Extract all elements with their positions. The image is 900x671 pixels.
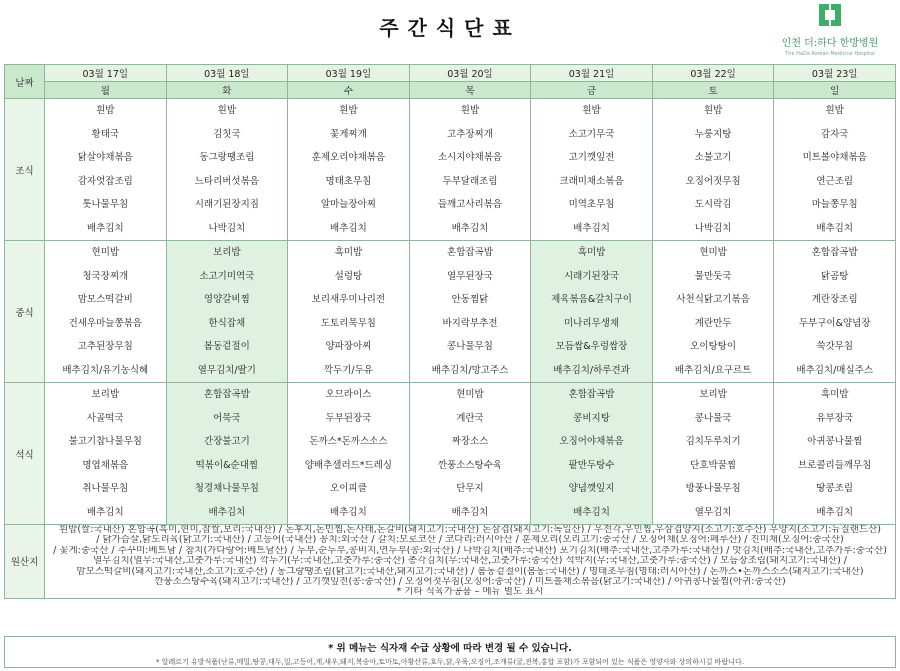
menu-item: 열무김치/딸기 (197, 364, 256, 376)
menu-item: 오므라이스 (325, 389, 372, 400)
menu-item: 취나물무침 (82, 483, 129, 494)
weekday-cell: 토 (652, 82, 774, 99)
origin-line: / 꽃게:중국산 / 주꾸미:베트남 / 참치(가다랑어:베트남산) / 두부,순두부,콩비지,연두부(콩:외국산) / 나박김치(배추:국내산) 포기김치(배추:국내산,고추가루:국내산) / 맛김치(배추:국내산,고추가루:중국산) (53, 545, 887, 556)
menu-item: 보리밥 (91, 389, 120, 400)
weekday-cell: 목 (409, 82, 531, 99)
menu-item: 동그랑땡조림 (199, 152, 255, 163)
menu-item: 마늘쫑무침 (811, 199, 858, 210)
menu-item: 단무지 (456, 483, 484, 494)
menu-item: 시래기된장지짐 (194, 199, 259, 210)
menu-item: 혼합잡곡밥 (447, 247, 493, 258)
lunch-menu-cell (531, 241, 653, 383)
menu-item: 알마늘장아찌 (320, 199, 376, 210)
menu-item: 간장불고기 (203, 436, 250, 447)
breakfast-menu-cell (166, 99, 288, 241)
menu-item: 꽃게찌개 (330, 128, 367, 140)
date-cell: 03월 19일 (288, 65, 410, 82)
menu-item: 흰밥 (703, 105, 723, 116)
menu-item: 고기깻잎전 (568, 152, 615, 163)
notice-box (4, 636, 896, 668)
menu-item: 콩비지탕 (573, 412, 610, 424)
menu-item: 배추김치 (86, 506, 124, 518)
menu-item: 현미밥 (456, 389, 484, 400)
menu-item: 들깨고사리볶음 (437, 199, 503, 210)
menu-item: 흰밥 (460, 105, 480, 116)
menu-item: 미역초무침 (568, 199, 615, 210)
menu-item: 배추김치 (451, 222, 489, 234)
menu-item: 두부구이&양념장 (798, 317, 871, 329)
menu-item: 오징어젓무침 (685, 175, 741, 187)
menu-item: 톳나물무침 (82, 199, 129, 210)
menu-item: 쑥갓무침 (816, 341, 854, 352)
menu-item: 맘모스떡갈비 (77, 294, 133, 305)
menu-item: 감자국 (820, 128, 849, 140)
menu-item: 방풍나물무침 (685, 483, 741, 494)
menu-item: 콩나물무침 (447, 341, 493, 352)
menu-item: 제육볶음&갈치구이 (551, 294, 632, 305)
menu-item: 시래기된장국 (564, 270, 620, 282)
menu-item: 오이탕탕이 (690, 341, 737, 352)
menu-item: 배추김치 (573, 222, 610, 234)
dinner-menu-cell (288, 383, 410, 525)
date-cell: 03월 22일 (652, 65, 774, 82)
menu-item: 팥만두탕수 (568, 459, 615, 471)
menu-item: 소시지야채볶음 (437, 152, 503, 163)
menu-item: 도시락김 (694, 199, 732, 210)
menu-item: 배추김치/유기농식혜 (62, 364, 149, 376)
menu-item: 혼합잡곡밥 (811, 247, 858, 258)
menu-item: 흑미밥 (820, 389, 849, 400)
menu-item: 연근조림 (816, 175, 854, 187)
menu-item: 청경채나물무침 (194, 483, 259, 494)
breakfast-menu-cell (288, 99, 410, 241)
dinner-menu-cell (652, 383, 774, 525)
menu-item: 황태국 (91, 128, 120, 140)
menu-item: 불고기찹나물무침 (68, 436, 142, 447)
menu-item: 훈제오리야채볶음 (311, 152, 386, 163)
date-header-label: 날짜 (5, 65, 45, 99)
menu-item: 혼합잡곡밥 (568, 389, 615, 400)
menu-item: 보리밥 (699, 389, 727, 400)
menu-item: 건새우마늘쫑볶음 (68, 317, 142, 329)
lunch-label: 중식 (5, 241, 45, 383)
allergy-notice: * 알레르기 유발식품(난류,메밀,땅콩,대두,밀,고등어,게,새우,돼지,복숭아,토마토,아황산류,호두,닭,우육,오징어,조개류(굴,전복,홍합 포함)가 포함되어 있는 식품은 영양사와 상의하시길 바랍니다. (156, 658, 744, 666)
menu-item: 보리밥 (213, 247, 241, 258)
dinner-menu-cell (166, 383, 288, 525)
breakfast-menu-cell (409, 99, 531, 241)
weekly-menu-table (4, 64, 896, 599)
origin-line: 흰밥(쌀:국내산) 혼합곡(흑미,현미,찹쌀,보리:국내산) / 돈후지,돈민찜,돈사태,돈갈비(돼지고기:국내산) 돈삼겹(돼지고기:독일산) / 우전각,우민찜,우삼겹양지(소고기:호주산) 우양지(소고기:뉴질랜드산) (58, 525, 881, 535)
menu-item: 김치두루치기 (685, 436, 741, 447)
menu-item: 배추김치/망고주스 (431, 364, 509, 376)
menu-item: 닭곰탕 (820, 270, 849, 282)
menu-item: 유부장국 (816, 412, 854, 424)
lunch-menu-cell (774, 241, 896, 383)
menu-item: 열무된장국 (447, 270, 493, 282)
menu-item: 배추김치 (816, 506, 854, 518)
menu-item: 계란장조림 (811, 294, 858, 305)
menu-item: 사골떡국 (86, 412, 124, 424)
menu-item: 양배추샐러드*드레싱 (304, 459, 393, 471)
lunch-menu-cell (288, 241, 410, 383)
menu-item: 소고기무국 (568, 128, 615, 140)
date-cell: 03월 23일 (774, 65, 896, 82)
menu-item: 명엽채볶음 (82, 459, 129, 471)
menu-item: 고추장찌개 (447, 128, 493, 140)
lunch-menu-cell (45, 241, 167, 383)
menu-item: 배추김치 (330, 222, 367, 234)
menu-item: 도토리묵무침 (320, 317, 376, 329)
menu-item: 누룽지탕 (694, 128, 732, 140)
menu-item: 흰밥 (96, 105, 115, 116)
dinner-menu-cell (774, 383, 896, 525)
menu-item: 소불고기 (694, 152, 732, 163)
menu-item: 어묵국 (213, 412, 241, 424)
menu-item: 짜장소스 (451, 436, 489, 447)
menu-item: 흰밥 (339, 105, 358, 116)
menu-item: 현미밥 (91, 247, 120, 258)
menu-item: 배추김치 (573, 506, 610, 518)
menu-item: 양파장아찌 (325, 341, 372, 352)
menu-item: 배추김치 (451, 506, 489, 518)
menu-item: 아귀콩나물찜 (807, 436, 863, 447)
menu-item: 배추김치 (86, 222, 124, 234)
breakfast-menu-cell (531, 99, 653, 241)
menu-item: 흑미밥 (334, 247, 363, 258)
menu-item: 바지락부추전 (442, 317, 498, 329)
date-cell: 03월 20일 (409, 65, 531, 82)
menu-item: 크래미채소볶음 (559, 175, 624, 187)
menu-item: 설렁탕 (334, 270, 363, 282)
origin-line: * 기타 식육가공품 – 메뉴 별도 표시 (396, 587, 544, 598)
logo-mark-icon (819, 4, 841, 26)
menu-item: 흰밥 (825, 105, 844, 116)
menu-item: 오징어야채볶음 (559, 436, 624, 447)
menu-item: 두부달래조림 (442, 175, 498, 187)
page-title: 주간식단표 (379, 16, 521, 40)
menu-item: 나박김치 (208, 222, 246, 234)
dinner-label: 석식 (5, 383, 45, 525)
menu-item: 브로콜리들깨무침 (797, 459, 872, 471)
menu-item: 땅콩조림 (816, 483, 854, 494)
menu-item: 배추김치/매실주스 (796, 364, 873, 376)
menu-item: 사천식닭고기볶음 (676, 294, 750, 305)
breakfast-label: 조식 (5, 99, 45, 241)
weekday-cell: 화 (166, 82, 288, 99)
date-cell: 03월 21일 (531, 65, 653, 82)
menu-item: 모듬쌈&우렁쌈장 (555, 341, 628, 352)
menu-item: 영양갈비찜 (203, 294, 250, 305)
menu-item: 단호박꿀찜 (690, 459, 737, 471)
menu-item: 감자엇잡조림 (77, 175, 133, 187)
menu-item: 떡볶이&순대찜 (195, 459, 259, 471)
weekday-cell: 일 (774, 82, 896, 99)
menu-item: 흰밥 (582, 105, 601, 116)
origin-info (45, 525, 896, 599)
date-cell: 03월 18일 (166, 65, 288, 82)
menu-item: 콩나물국 (694, 412, 732, 424)
origin-line: / 닭가슴살,닭도리육(닭고기:국내산) / 고등어(국내산) 꽁치:외국산 / 갈치:모로코산 / 코다리:러시아산 / 훈제오리(오리고기:중국산 / 오징어채(오징어:페루산) / 진미채(오징어:중국산) (96, 535, 844, 546)
menu-item: 배추김치/하루견과 (553, 364, 630, 376)
origin-line: 깐풍소스탕수육(돼지고기:국내산) / 고기깻잎전(콩:중국산) / 오징어젓무침(오징어:중국산) / 미트볼채소볶음(닭고기:국내산) / 아귀콩나물찜(아귀:중국산) (154, 577, 786, 588)
menu-item: 느타리버섯볶음 (194, 175, 259, 187)
weekday-cell: 월 (45, 82, 167, 99)
menu-item: 깍두기/두유 (323, 364, 373, 376)
weekday-cell: 수 (288, 82, 410, 99)
menu-item: 소고기미역국 (199, 270, 255, 282)
hospital-logo (770, 4, 890, 57)
menu-item: 계란만두 (694, 317, 732, 329)
origin-line: 열무김치(열무:국내산,고춧가루:국내산) 깍두기(무:국내산,고춧가루:중국산) 총각김치(무:국내산,고춧가루:중국산) 석박지(무:국내산,고춧가루:중국산) / 모듬장조림(돼지고기:국내산) / (92, 556, 848, 567)
dinner-menu-cell (45, 383, 167, 525)
menu-item: 배추김치 (816, 222, 854, 234)
date-cell: 03월 17일 (45, 65, 167, 82)
menu-item: 김칫국 (213, 128, 241, 140)
menu-item: 고추된장무침 (77, 341, 133, 352)
lunch-menu-cell (409, 241, 531, 383)
breakfast-menu-cell (652, 99, 774, 241)
menu-item: 흑미밥 (577, 247, 606, 258)
origin-line: 맘모스떡갈비(돼지고기:국내산,소고기:호주산) / 동그랑땡조림(닭고기:국내산,돼지고기:국내산) / 봄동겉절이(봄동:국내산) / 명태초무침(명태:러시아산) / 돈까스•돈까스소스(돼지고기:국내산) (76, 566, 864, 577)
weekday-cell: 금 (531, 82, 653, 99)
menu-item: 봄동겉절이 (203, 341, 250, 352)
dinner-menu-cell (531, 383, 653, 525)
menu-item: 계란국 (456, 412, 484, 424)
menu-item: 열무김치 (694, 506, 732, 518)
breakfast-menu-cell (45, 99, 167, 241)
menu-item: 보리새우미나리전 (311, 294, 386, 305)
logo-name: 인천 더:하다 한방병원 (781, 38, 879, 49)
menu-item: 닭살야채볶음 (77, 152, 133, 163)
menu-item: 청국장찌개 (82, 270, 129, 282)
menu-item: 명태초무침 (325, 175, 372, 187)
menu-item: 물만둣국 (694, 270, 732, 282)
logo-subtitle: The HaDa Korean Medicine Hospital (785, 51, 875, 57)
menu-item: 혼합잡곡밥 (203, 389, 250, 400)
menu-item: 두부된장국 (325, 412, 372, 424)
menu-item: 깐풍소스탕수육 (437, 459, 503, 471)
menu-item: 배추김치 (330, 506, 367, 518)
menu-item: 한식잡채 (208, 317, 246, 329)
menu-item: 양념깻잎지 (568, 483, 615, 494)
menu-item: 배추김치 (208, 506, 246, 518)
menu-item: 미나리무생채 (564, 317, 620, 329)
menu-item: 배추김치/요구르트 (674, 364, 752, 376)
lunch-menu-cell (652, 241, 774, 383)
menu-item: 돈까스*돈까스소스 (309, 436, 388, 447)
menu-item: 흰밥 (217, 105, 237, 116)
lunch-menu-cell (166, 241, 288, 383)
menu-item: 나박김치 (694, 222, 732, 234)
origin-label: 원산지 (5, 525, 45, 599)
notice-main: * 위 메뉴는 식자재 수급 상황에 따라 변경 될 수 있습니다. (328, 643, 572, 654)
menu-item: 안동찜닭 (451, 294, 489, 305)
menu-item: 오이피클 (330, 483, 367, 494)
dinner-menu-cell (409, 383, 531, 525)
menu-item: 현미밥 (699, 247, 727, 258)
breakfast-menu-cell (774, 99, 896, 241)
menu-item: 미트볼야채볶음 (802, 152, 867, 163)
